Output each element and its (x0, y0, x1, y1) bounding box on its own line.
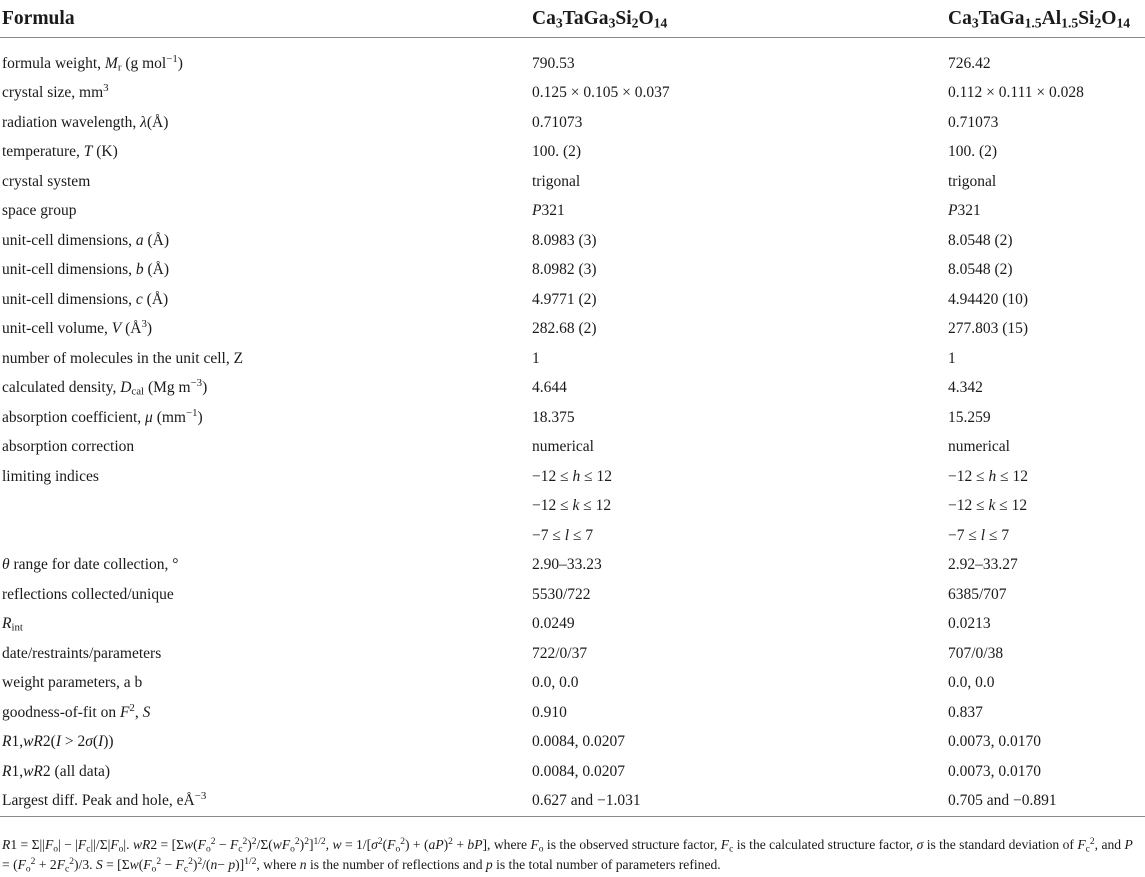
header-compound-2: $Ca_3TaGa_{1.5}Al_{1.5}Si_2O_{14}$ (946, 0, 1145, 38)
row-value-compound-1: 282.68 (2) (532, 320, 597, 338)
row-label: number of molecules in the unit cell, Z (2, 349, 244, 367)
row-value-compound-2: 4.94420 (10) (948, 290, 1029, 308)
row-value-compound-2: 2.92–33.27 (948, 556, 1018, 574)
row-label: R1,wR2(I > 2σ(I)) (2, 733, 114, 751)
table-row (0, 787, 1145, 817)
row-value-compound-2: 0.0073, 0.0170 (948, 733, 1041, 751)
row-value-compound-2: 1 (948, 349, 956, 367)
row-value-compound-1: 0.910 (532, 703, 567, 721)
row-label: Largest diff. Peak and hole, $eÅ^{-3}$ (0, 787, 530, 817)
row-value-compound-2: 0.0213 (948, 615, 991, 633)
row-value-compound-1: 0.71073 (532, 113, 583, 131)
table-row (0, 757, 1145, 787)
row-label (0, 492, 530, 522)
row-label: goodness-of-fit on $F^2$, S (2, 701, 151, 721)
row-value-compound-1: 0.0084, 0.0207 (532, 733, 625, 751)
table-row (0, 433, 1145, 463)
row-value-compound-1: −12 ≤ k ≤ 12 (532, 497, 612, 515)
row-label: absorption coefficient, μ $(mm^{-1})$ (2, 406, 203, 426)
table-row (0, 639, 1145, 669)
row-value-compound-1: −7 ≤ l ≤ 7 (532, 526, 594, 544)
table-row (0, 167, 1145, 197)
table-body (0, 49, 1145, 817)
row-label: unit-cell dimensions, a (Å) (2, 231, 170, 249)
table-row (0, 49, 1145, 79)
row-label: θ range for date collection, ° (2, 556, 179, 574)
table-footnote: $R1 = \Sigma||F_o| - |F_c||/\Sigma|F_o|$. $wR2 = [\Sigma w(F_o^2 - F_c^2)^2/\Sigma(wF_o^2)^2]^{1/2}$, $w = 1/[\sigma^2(F_o^2) + (aP)^2 + bP]$, where $F_o$ is the observed structure factor, $F_c$ is the calculated structure factor, σ is the standard deviation of $F_c^2$, and $P = (F_o^2 + 2F_c^2)/3$. $S = [\Sigma w(F_o^2 - F_c^2)^2/(n- p)]^{1/2}$, where n is the number of reflections and p is the total number of parameters refined. (2, 836, 1133, 875)
table-row (0, 108, 1145, 138)
row-value-compound-1: −12 ≤ h ≤ 12 (532, 467, 613, 485)
row-value-compound-2: 707/0/38 (948, 644, 1004, 662)
row-value-compound-1: 2.90–33.23 (532, 556, 602, 574)
row-value-compound-1: 8.0982 (3) (532, 261, 597, 279)
row-label: unit-cell dimensions, c (Å) (2, 290, 169, 308)
row-label: calculated density, $D_{cal}$ (Mg $m^{-3}$) (2, 377, 208, 398)
row-label (0, 521, 530, 551)
row-value-compound-2: 726.42 (948, 54, 991, 72)
header-formula: Formula (0, 0, 530, 38)
row-value-compound-2: 8.0548 (2) (948, 231, 1013, 249)
table-row (0, 344, 1145, 374)
row-value-compound-2: 0.112 × 0.111 × 0.028 (948, 84, 1084, 102)
table-row (0, 580, 1145, 610)
table-row (0, 551, 1145, 581)
row-label: unit-cell dimensions, b (Å) (2, 261, 170, 279)
table-row (0, 79, 1145, 109)
row-value-compound-2: 0.705 and −0.891 (946, 787, 1145, 817)
row-value-compound-2: P321 (948, 202, 981, 220)
row-value-compound-2: −12 ≤ k ≤ 12 (948, 497, 1028, 515)
row-label: $R_{int}$ (2, 615, 23, 634)
row-value-compound-1: 18.375 (532, 408, 575, 426)
row-value-compound-1: 4.9771 (2) (532, 290, 597, 308)
row-value-compound-2: 4.342 (948, 379, 983, 397)
row-value-compound-1: 4.644 (532, 379, 567, 397)
row-value-compound-1: numerical (532, 438, 594, 456)
row-label: formula weight, $M_r$ (g mol$^{-1}$) (2, 52, 183, 74)
row-value-compound-1: 0.0084, 0.0207 (532, 762, 625, 780)
row-value-compound-2: 0.0073, 0.0170 (948, 762, 1041, 780)
row-value-compound-2: 8.0548 (2) (948, 261, 1013, 279)
row-label: reflections collected/unique (2, 585, 174, 603)
row-label: unit-cell volume, V $(Å^3)$ (2, 318, 153, 338)
row-value-compound-2: 6385/707 (948, 585, 1007, 603)
row-value-compound-1: 8.0983 (3) (532, 231, 597, 249)
row-value-compound-1: 100. (2) (532, 143, 582, 161)
row-value-compound-2: trigonal (948, 172, 997, 190)
table-header-row (0, 0, 1145, 38)
table-row (0, 285, 1145, 315)
row-value-compound-2: numerical (948, 438, 1010, 456)
row-value-compound-1: 5530/722 (532, 585, 591, 603)
table-row (0, 197, 1145, 227)
row-value-compound-2: −7 ≤ l ≤ 7 (948, 526, 1010, 544)
row-value-compound-1: 0.125 × 0.105 × 0.037 (532, 84, 670, 102)
row-value-compound-1: trigonal (532, 172, 581, 190)
table-row (0, 315, 1145, 345)
table-row (0, 226, 1145, 256)
row-value-compound-1: 790.53 (532, 54, 575, 72)
row-label: crystal size, $mm^3$ (2, 82, 109, 102)
table-row (0, 698, 1145, 728)
row-value-compound-1: 0.0249 (532, 615, 575, 633)
table-row (0, 374, 1145, 404)
row-value-compound-2: 277.803 (15) (948, 320, 1029, 338)
row-label: radiation wavelength, λ(Å) (2, 113, 169, 131)
row-value-compound-2: 0.71073 (948, 113, 999, 131)
row-label: temperature, T (K) (2, 143, 118, 161)
row-value-compound-1: 0.627 and −1.031 (530, 787, 946, 817)
header-compound-1: $Ca_3TaGa_3Si_2O_{14}$ (530, 0, 946, 38)
row-value-compound-2: 0.0, 0.0 (948, 674, 995, 692)
table-row (0, 256, 1145, 286)
table-row (0, 492, 1145, 522)
row-label: crystal system (2, 172, 91, 190)
row-value-compound-2: 100. (2) (948, 143, 998, 161)
row-label: absorption correction (2, 438, 135, 456)
row-label: space group (2, 202, 77, 220)
row-value-compound-1: 722/0/37 (532, 644, 588, 662)
table-row (0, 521, 1145, 551)
row-value-compound-2: −12 ≤ h ≤ 12 (948, 467, 1029, 485)
table-row (0, 403, 1145, 433)
row-value-compound-1: 0.0, 0.0 (532, 674, 579, 692)
table-row (0, 669, 1145, 699)
table-row (0, 728, 1145, 758)
row-value-compound-2: 15.259 (948, 408, 991, 426)
row-label: R1,wR2 (all data) (2, 762, 111, 780)
row-value-compound-1: P321 (532, 202, 565, 220)
table-row (0, 462, 1145, 492)
table-row (0, 138, 1145, 168)
row-value-compound-2: 0.837 (948, 703, 983, 721)
row-label: weight parameters, a b (2, 674, 143, 692)
row-label: date/restraints/parameters (2, 644, 162, 662)
table-row (0, 610, 1145, 640)
row-label: limiting indices (2, 467, 99, 485)
row-value-compound-1: 1 (532, 349, 540, 367)
